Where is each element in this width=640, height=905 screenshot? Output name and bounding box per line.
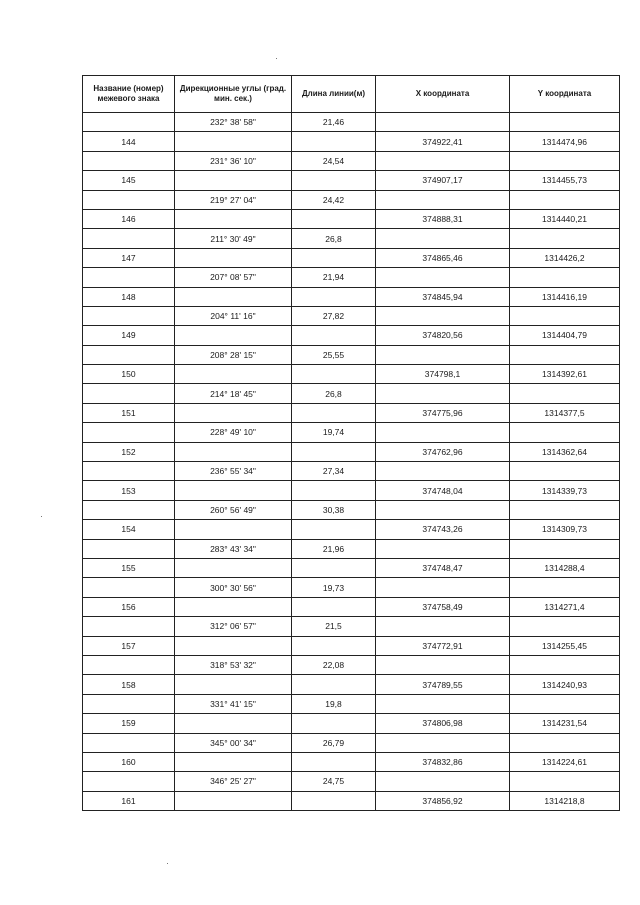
y-coordinate-cell: 1314240,93 <box>510 675 620 694</box>
angle-cell-empty <box>175 714 292 733</box>
x-coordinate-cell: 374907,17 <box>376 171 510 190</box>
point-row <box>83 287 620 306</box>
point-name-cell-empty <box>83 384 175 403</box>
scan-speck <box>167 863 168 864</box>
length-cell: 24,54 <box>292 151 376 170</box>
length-cell-empty <box>292 714 376 733</box>
x-cell-empty <box>376 772 510 791</box>
x-coordinate-cell: 374832,86 <box>376 752 510 771</box>
point-name-cell: 150 <box>83 365 175 384</box>
angle-cell-empty <box>175 132 292 151</box>
point-row <box>83 791 620 810</box>
point-name-cell: 146 <box>83 209 175 228</box>
length-cell-empty <box>292 365 376 384</box>
segment-row <box>83 655 620 674</box>
y-cell-empty <box>510 655 620 674</box>
point-name-cell-empty <box>83 229 175 248</box>
segment-row <box>83 772 620 791</box>
length-cell: 24,42 <box>292 190 376 209</box>
x-coordinate-cell: 374865,46 <box>376 248 510 267</box>
point-name-cell: 154 <box>83 520 175 539</box>
x-coordinate-cell: 374748,04 <box>376 481 510 500</box>
table-header-row <box>83 76 620 113</box>
point-row <box>83 248 620 267</box>
length-cell: 26,79 <box>292 733 376 752</box>
point-name-cell-empty <box>83 345 175 364</box>
point-name-cell: 151 <box>83 403 175 422</box>
header-name: Название (номер) межевого знака <box>83 76 175 113</box>
table-body <box>83 113 620 811</box>
x-coordinate-cell: 374856,92 <box>376 791 510 810</box>
angle-cell-empty <box>175 365 292 384</box>
y-coordinate-cell: 1314231,54 <box>510 714 620 733</box>
angle-cell-empty <box>175 287 292 306</box>
point-name-cell-empty <box>83 306 175 325</box>
angle-cell: 312° 06' 57" <box>175 617 292 636</box>
segment-row <box>83 617 620 636</box>
length-cell: 19,8 <box>292 694 376 713</box>
angle-cell-empty <box>175 597 292 616</box>
length-cell: 21,94 <box>292 268 376 287</box>
angle-cell: 283° 43' 34" <box>175 539 292 558</box>
length-cell-empty <box>292 442 376 461</box>
y-cell-empty <box>510 345 620 364</box>
angle-cell-empty <box>175 558 292 577</box>
point-name-cell-empty <box>83 190 175 209</box>
length-cell-empty <box>292 597 376 616</box>
length-cell: 19,74 <box>292 423 376 442</box>
x-cell-empty <box>376 694 510 713</box>
point-name-cell: 144 <box>83 132 175 151</box>
y-cell-empty <box>510 500 620 519</box>
length-cell: 21,5 <box>292 617 376 636</box>
length-cell: 21,96 <box>292 539 376 558</box>
length-cell: 24,75 <box>292 772 376 791</box>
scan-speck <box>41 516 42 517</box>
header-length: Длина линии(м) <box>292 76 376 113</box>
point-name-cell: 156 <box>83 597 175 616</box>
segment-row <box>83 462 620 481</box>
segment-row <box>83 578 620 597</box>
point-row <box>83 752 620 771</box>
y-cell-empty <box>510 423 620 442</box>
x-cell-empty <box>376 345 510 364</box>
angle-cell: 236° 55' 34" <box>175 462 292 481</box>
length-cell-empty <box>292 209 376 228</box>
angle-cell-empty <box>175 752 292 771</box>
angle-cell: 214° 18' 45" <box>175 384 292 403</box>
point-name-cell-empty <box>83 733 175 752</box>
point-name-cell: 155 <box>83 558 175 577</box>
y-coordinate-cell: 1314224,61 <box>510 752 620 771</box>
y-cell-empty <box>510 306 620 325</box>
point-name-cell: 158 <box>83 675 175 694</box>
y-cell-empty <box>510 151 620 170</box>
y-cell-empty <box>510 539 620 558</box>
point-name-cell-empty <box>83 655 175 674</box>
y-cell-empty <box>510 190 620 209</box>
x-cell-empty <box>376 113 510 132</box>
point-name-cell: 161 <box>83 791 175 810</box>
angle-cell: 204° 11' 16" <box>175 306 292 325</box>
y-coordinate-cell: 1314392,61 <box>510 365 620 384</box>
angle-cell-empty <box>175 171 292 190</box>
length-cell-empty <box>292 171 376 190</box>
segment-row <box>83 190 620 209</box>
y-cell-empty <box>510 384 620 403</box>
angle-cell: 345° 00' 34" <box>175 733 292 752</box>
x-coordinate-cell: 374888,31 <box>376 209 510 228</box>
point-name-cell-empty <box>83 578 175 597</box>
angle-cell: 231° 36' 10" <box>175 151 292 170</box>
x-cell-empty <box>376 462 510 481</box>
x-cell-empty <box>376 229 510 248</box>
point-name-cell-empty <box>83 772 175 791</box>
y-coordinate-cell: 1314416,19 <box>510 287 620 306</box>
y-coordinate-cell: 1314362,64 <box>510 442 620 461</box>
point-name-cell-empty <box>83 113 175 132</box>
angle-cell: 232° 38' 58" <box>175 113 292 132</box>
x-coordinate-cell: 374798,1 <box>376 365 510 384</box>
angle-cell: 346° 25' 27" <box>175 772 292 791</box>
x-coordinate-cell: 374772,91 <box>376 636 510 655</box>
segment-row <box>83 268 620 287</box>
y-cell-empty <box>510 113 620 132</box>
angle-cell: 260° 56' 49" <box>175 500 292 519</box>
point-name-cell: 153 <box>83 481 175 500</box>
x-cell-empty <box>376 268 510 287</box>
point-name-cell: 149 <box>83 326 175 345</box>
y-cell-empty <box>510 268 620 287</box>
length-cell-empty <box>292 520 376 539</box>
point-name-cell: 147 <box>83 248 175 267</box>
point-row <box>83 209 620 228</box>
length-cell-empty <box>292 675 376 694</box>
x-cell-empty <box>376 500 510 519</box>
angle-cell-empty <box>175 520 292 539</box>
angle-cell-empty <box>175 675 292 694</box>
header-x: X координата <box>376 76 510 113</box>
point-name-cell: 145 <box>83 171 175 190</box>
segment-row <box>83 345 620 364</box>
angle-cell-empty <box>175 326 292 345</box>
point-name-cell-empty <box>83 151 175 170</box>
angle-cell: 211° 30' 49" <box>175 229 292 248</box>
x-coordinate-cell: 374922,41 <box>376 132 510 151</box>
angle-cell: 208° 28' 15" <box>175 345 292 364</box>
point-row <box>83 636 620 655</box>
angle-cell: 228° 49' 10" <box>175 423 292 442</box>
y-coordinate-cell: 1314404,79 <box>510 326 620 345</box>
length-cell-empty <box>292 558 376 577</box>
boundary-survey-table <box>82 75 620 811</box>
y-cell-empty <box>510 617 620 636</box>
point-row <box>83 132 620 151</box>
length-cell-empty <box>292 132 376 151</box>
point-name-cell-empty <box>83 462 175 481</box>
angle-cell-empty <box>175 209 292 228</box>
length-cell: 27,34 <box>292 462 376 481</box>
point-row <box>83 597 620 616</box>
y-coordinate-cell: 1314426,2 <box>510 248 620 267</box>
y-cell-empty <box>510 578 620 597</box>
length-cell-empty <box>292 636 376 655</box>
x-coordinate-cell: 374806,98 <box>376 714 510 733</box>
length-cell: 26,8 <box>292 229 376 248</box>
y-cell-empty <box>510 229 620 248</box>
angle-cell: 207° 08' 57" <box>175 268 292 287</box>
angle-cell-empty <box>175 403 292 422</box>
point-name-cell: 152 <box>83 442 175 461</box>
x-cell-empty <box>376 190 510 209</box>
point-row <box>83 675 620 694</box>
angle-cell-empty <box>175 791 292 810</box>
y-coordinate-cell: 1314218,8 <box>510 791 620 810</box>
x-coordinate-cell: 374845,94 <box>376 287 510 306</box>
segment-row <box>83 229 620 248</box>
point-row <box>83 714 620 733</box>
point-row <box>83 171 620 190</box>
y-cell-empty <box>510 462 620 481</box>
point-row <box>83 365 620 384</box>
segment-row <box>83 423 620 442</box>
point-name-cell-empty <box>83 694 175 713</box>
x-coordinate-cell: 374758,49 <box>376 597 510 616</box>
y-cell-empty <box>510 694 620 713</box>
length-cell-empty <box>292 752 376 771</box>
length-cell-empty <box>292 326 376 345</box>
angle-cell-empty <box>175 481 292 500</box>
length-cell: 30,38 <box>292 500 376 519</box>
length-cell-empty <box>292 481 376 500</box>
angle-cell: 219° 27' 04" <box>175 190 292 209</box>
point-name-cell-empty <box>83 423 175 442</box>
point-name-cell: 160 <box>83 752 175 771</box>
x-cell-empty <box>376 306 510 325</box>
y-coordinate-cell: 1314255,45 <box>510 636 620 655</box>
angle-cell-empty <box>175 248 292 267</box>
point-row <box>83 326 620 345</box>
segment-row <box>83 694 620 713</box>
y-cell-empty <box>510 772 620 791</box>
segment-row <box>83 151 620 170</box>
point-name-cell-empty <box>83 617 175 636</box>
y-coordinate-cell: 1314474,96 <box>510 132 620 151</box>
point-row <box>83 403 620 422</box>
y-coordinate-cell: 1314309,73 <box>510 520 620 539</box>
segment-row <box>83 384 620 403</box>
y-cell-empty <box>510 733 620 752</box>
x-cell-empty <box>376 151 510 170</box>
header-angle: Дирекционные углы (град. мин. сек.) <box>175 76 292 113</box>
x-cell-empty <box>376 733 510 752</box>
x-coordinate-cell: 374762,96 <box>376 442 510 461</box>
length-cell-empty <box>292 403 376 422</box>
header-y: Y координата <box>510 76 620 113</box>
length-cell: 21,46 <box>292 113 376 132</box>
length-cell: 22,08 <box>292 655 376 674</box>
length-cell: 25,55 <box>292 345 376 364</box>
y-coordinate-cell: 1314440,21 <box>510 209 620 228</box>
segment-row <box>83 500 620 519</box>
y-coordinate-cell: 1314455,73 <box>510 171 620 190</box>
angle-cell-empty <box>175 636 292 655</box>
y-coordinate-cell: 1314271,4 <box>510 597 620 616</box>
point-name-cell-empty <box>83 268 175 287</box>
point-row <box>83 558 620 577</box>
point-row <box>83 520 620 539</box>
point-row <box>83 442 620 461</box>
point-name-cell-empty <box>83 539 175 558</box>
length-cell: 26,8 <box>292 384 376 403</box>
angle-cell: 331° 41' 15" <box>175 694 292 713</box>
segment-row <box>83 733 620 752</box>
segment-row <box>83 306 620 325</box>
length-cell-empty <box>292 791 376 810</box>
y-coordinate-cell: 1314377,5 <box>510 403 620 422</box>
point-name-cell: 148 <box>83 287 175 306</box>
length-cell: 19,73 <box>292 578 376 597</box>
x-cell-empty <box>376 578 510 597</box>
length-cell-empty <box>292 287 376 306</box>
length-cell-empty <box>292 248 376 267</box>
segment-row <box>83 113 620 132</box>
point-name-cell: 157 <box>83 636 175 655</box>
scan-speck <box>276 58 277 59</box>
x-coordinate-cell: 374743,26 <box>376 520 510 539</box>
x-cell-empty <box>376 617 510 636</box>
segment-row <box>83 539 620 558</box>
angle-cell: 318° 53' 32" <box>175 655 292 674</box>
x-cell-empty <box>376 655 510 674</box>
x-cell-empty <box>376 423 510 442</box>
angle-cell-empty <box>175 442 292 461</box>
x-coordinate-cell: 374775,96 <box>376 403 510 422</box>
angle-cell: 300° 30' 56" <box>175 578 292 597</box>
x-cell-empty <box>376 384 510 403</box>
y-coordinate-cell: 1314288,4 <box>510 558 620 577</box>
x-coordinate-cell: 374748,47 <box>376 558 510 577</box>
y-coordinate-cell: 1314339,73 <box>510 481 620 500</box>
point-name-cell-empty <box>83 500 175 519</box>
point-name-cell: 159 <box>83 714 175 733</box>
length-cell: 27,82 <box>292 306 376 325</box>
point-row <box>83 481 620 500</box>
x-cell-empty <box>376 539 510 558</box>
x-coordinate-cell: 374789,55 <box>376 675 510 694</box>
x-coordinate-cell: 374820,56 <box>376 326 510 345</box>
